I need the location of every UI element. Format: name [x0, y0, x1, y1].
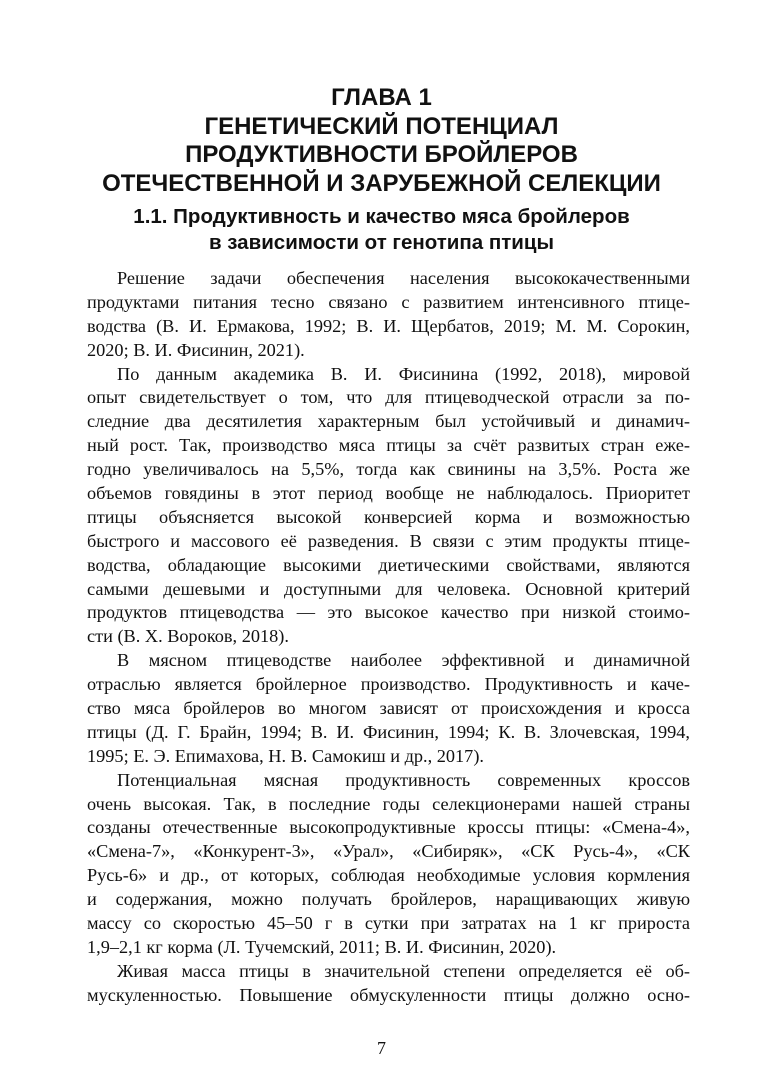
text-line: мускуленностью. Повышение обмускуленности птицы должно осно- [87, 984, 690, 1005]
text-line: Потенциальная мясная продуктивность современных кроссов [117, 769, 690, 790]
paragraph [87, 363, 690, 650]
text-line: продуктами питания тесно связано с развитием интенсивного птице- [87, 291, 690, 312]
text-line: Решение задачи обеспечения населения высококачественными [117, 268, 690, 288]
text-line: быстрого и массового её разведения. В связи с этим продукты птице- [87, 530, 690, 551]
text-line: 2020; В. И. Фисинин, 2021). [87, 339, 305, 360]
paragraph [87, 649, 690, 768]
section-title-line: в зависимости от генотипа птицы [208, 231, 555, 254]
text-line: очень высокая. Так, в последние годы селекционерами нашей страны [87, 793, 690, 814]
text-line: следние два десятилетия характерным был устойчивый и динамич- [87, 411, 690, 432]
text-line: 1,9–2,1 кг корма (Л. Тучемский, 2011; В. И. Фисинин, 2020). [87, 936, 557, 957]
text-line: отраслью является бройлерное производство. Продуктивность и каче- [87, 674, 690, 695]
text-line: ство мяса бройлеров во многом зависят от происхождения и кросса [87, 698, 690, 719]
text-line: объемов говядины в этот период вообще не наблюдалось. Приоритет [87, 483, 690, 504]
body-text [87, 267, 690, 1008]
text-line: 1995; Е. Э. Епимахова, Н. В. Самокиш и др., 2017). [87, 745, 484, 766]
text-line: птицы объясняется высокой конверсией корма и возможностью [87, 506, 690, 527]
paragraph [87, 960, 690, 1008]
paragraph [87, 769, 690, 960]
text-line: опыт свидетельствует о том, что для птицеводческой отрасли за по- [87, 387, 690, 408]
text-line: созданы отечественные высокопродуктивные кроссы птицы: «Смена-4», [87, 817, 690, 838]
chapter-title-line: ГЛАВА 1 [331, 84, 432, 111]
text-line: птицы (Д. Г. Брайн, 1994; В. И. Фисинин, 1994; К. В. Злочевская, 1994, [87, 721, 690, 742]
chapter-title-line: ПРОДУКТИВНОСТИ БРОЙЛЕРОВ [185, 141, 578, 168]
text-line: Живая масса птицы в значительной степени определяется её об- [117, 960, 690, 981]
paragraph [87, 267, 690, 363]
page-number: 7 [377, 1038, 386, 1058]
text-line: и содержания, можно получать бройлеров, наращивающих живую [87, 889, 690, 910]
text-line: массу со скоростью 45–50 г в сутки при затратах на 1 кг прироста [87, 913, 690, 934]
text-line: Русь-6» и др., от которых, соблюдая необходимые условия кормления [87, 865, 690, 886]
section-title [0, 204, 763, 256]
text-line: По данным академика В. И. Фисинина (1992, 2018), мировой [117, 363, 690, 384]
text-line: В мясном птицеводстве наиболее эффективной и динамичной [117, 650, 690, 671]
chapter-title-line: ГЕНЕТИЧЕСКИЙ ПОТЕНЦИАЛ [204, 112, 559, 140]
text-line: водства (В. И. Ермакова, 1992; В. И. Щербатов, 2019; М. М. Сорокин, [87, 315, 690, 336]
text-line: самыми дешевыми и доступными для человека. Основной критерий [87, 578, 690, 599]
chapter-title-line: ОТЕЧЕСТВЕННОЙ И ЗАРУБЕЖНОЙ СЕЛЕКЦИИ [102, 169, 661, 197]
section-title-line: 1.1. Продуктивность и качество мяса бройлеров [133, 205, 630, 228]
text-line: ный рост. Так, производство мяса птицы за счёт развитых стран еже- [87, 435, 690, 456]
text-line: «Смена-7», «Конкурент-3», «Урал», «Сибиряк», «СК Русь-4», «СК [87, 841, 690, 862]
text-line: сти (В. Х. Вороков, 2018). [87, 626, 289, 647]
chapter-title [0, 84, 763, 198]
text-line: годно увеличивалось на 5,5%, тогда как свинины на 3,5%. Роста же [87, 459, 690, 480]
text-line: водства, обладающие высокими диетическими свойствами, являются [87, 554, 690, 575]
text-line: продуктов птицеводства — это высокое качество при низкой стоимо- [87, 602, 690, 623]
